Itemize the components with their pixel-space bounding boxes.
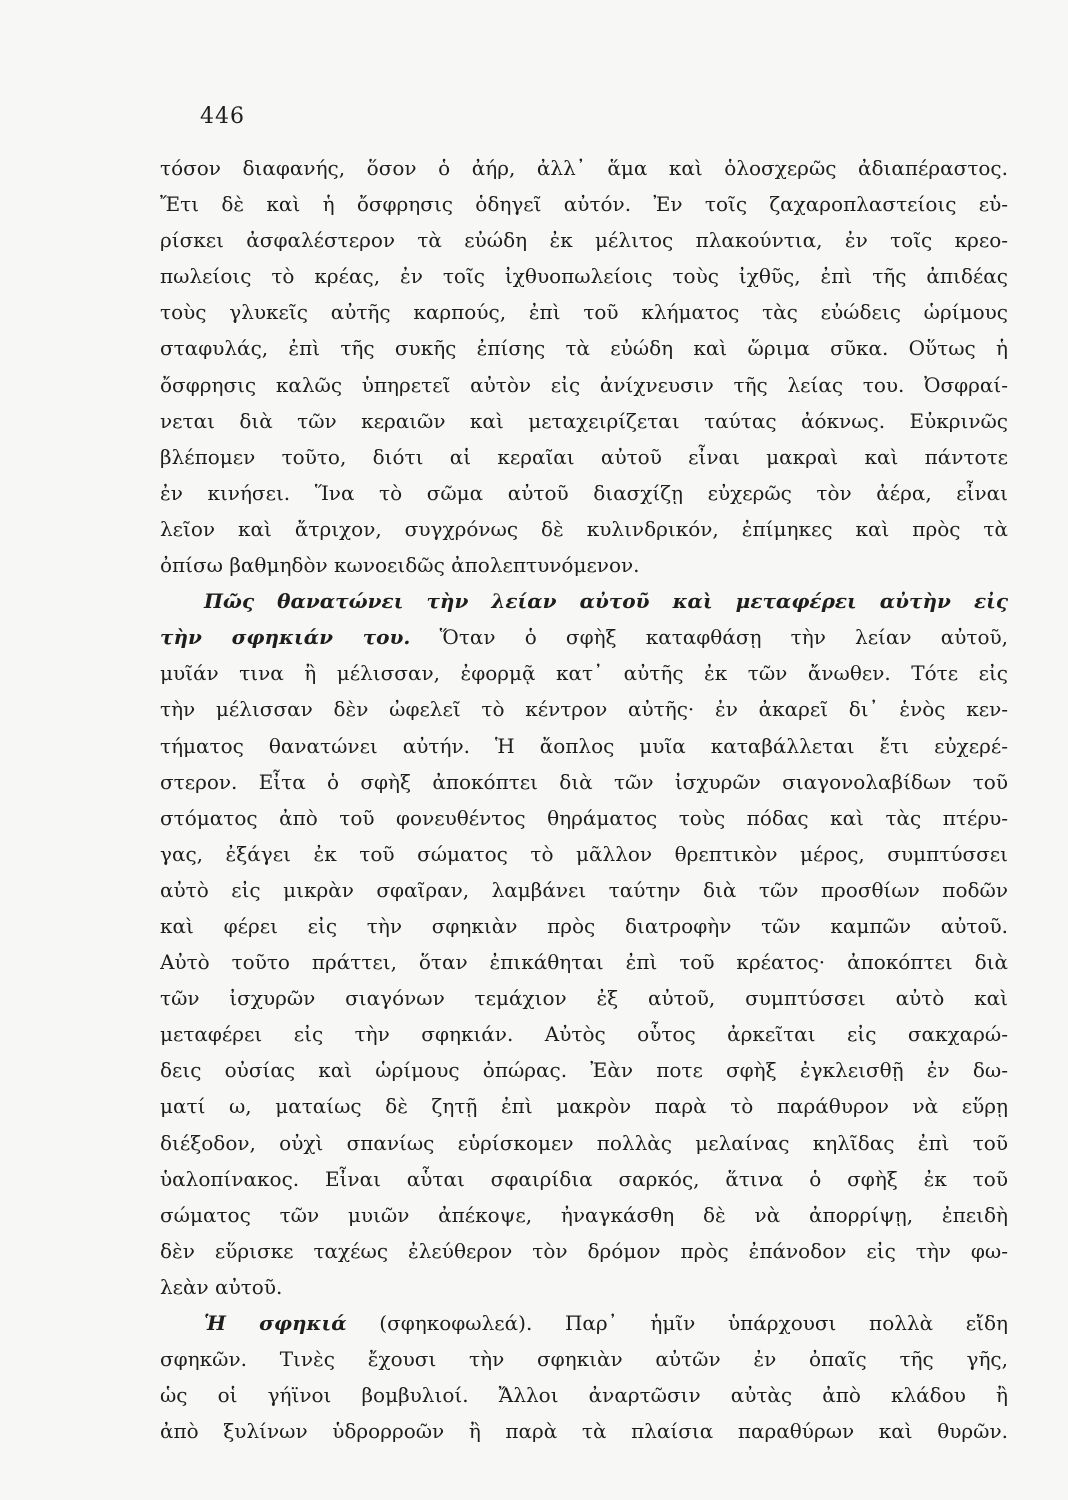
- text-line: τήματος θανατώνει αὐτήν. Ἡ ἄοπλος μυῖα καταβάλλεται ἔτι εὐχερέ-: [160, 733, 1008, 758]
- text-line: μυῖάν τινα ἢ μέλισσαν, ἐφορμᾷ κατ᾿ αὐτῆς ἐκ τῶν ἄνωθεν. Τότε εἰς: [160, 661, 1008, 686]
- text-line: ὀπίσω βαθμηδὸν κωνοειδῶς ἀπολεπτυνόμενον.: [160, 553, 640, 578]
- text-line: ὄσφρησις καλῶς ὑπηρετεῖ αὐτὸν εἰς ἀνίχνευσιν τῆς λείας του. Ὀσφραί-: [160, 372, 1008, 397]
- text-line: τῶν ἰσχυρῶν σιαγόνων τεμάχιον ἐξ αὐτοῦ, συμπτύσσει αὐτὸ καὶ: [160, 986, 1008, 1011]
- text-line: καὶ φέρει εἰς τὴν σφηκιὰν πρὸς διατροφὴν τῶν καμπῶν αὐτοῦ.: [160, 913, 1008, 938]
- section-heading: Ἡ σφηκιά: [204, 1311, 347, 1335]
- paragraph-3: [160, 1305, 1008, 1449]
- text-line: [160, 583, 1008, 619]
- text-line: ἀπὸ ξυλίνων ὑδρορροῶν ἢ παρὰ τὰ πλαίσια παραθύρων καὶ θυρῶν.: [160, 1419, 1008, 1444]
- text-run: (σφηκοφωλεά). Παρ᾿ ἡμῖν ὑπάρχουσι πολλὰ εἴδη: [379, 1311, 1008, 1335]
- text-line: ὡς οἱ γήϊνοι βομβυλιοί. Ἄλλοι ἀναρτῶσιν αὐτὰς ἀπὸ κλάδου ἢ: [160, 1383, 1008, 1408]
- text-line: βλέπομεν τοῦτο, διότι αἱ κεραῖαι αὐτοῦ εἶναι μακραὶ καὶ πάντοτε: [160, 444, 1008, 469]
- text-line: ματί ω, ματαίως δὲ ζητῇ ἐπὶ μακρὸν παρὰ τὸ παράθυρον νὰ εὕρῃ: [160, 1094, 1008, 1119]
- text-line: ὑαλοπίνακος. Εἶναι αὗται σφαιρίδια σαρκός, ἅτινα ὁ σφὴξ ἐκ τοῦ: [160, 1166, 1008, 1191]
- text-line: τόσον διαφανής, ὅσον ὁ ἀήρ, ἀλλ᾿ ἅμα καὶ ὁλοσχερῶς ἀδιαπέραστος.: [160, 156, 1008, 180]
- text-line: ρίσκει ἀσφαλέστερον τὰ εὐώδη ἐκ μέλιτος πλακούντια, ἐν τοῖς κρεο-: [160, 228, 1008, 253]
- text-line: σταφυλάς, ἐπὶ τῆς συκῆς ἐπίσης τὰ εὐώδη καὶ ὥριμα σῦκα. Οὕτως ἡ: [160, 336, 1008, 361]
- text-line: αὐτὸ εἰς μικρὰν σφαῖραν, λαμβάνει ταύτην διὰ τῶν προσθίων ποδῶν: [160, 877, 1008, 902]
- text-line: λεῖον καὶ ἄτριχον, συγχρόνως δὲ κυλινδρικόν, ἐπίμηκες καὶ πρὸς τὰ: [160, 516, 1008, 541]
- page-number: 446: [200, 104, 245, 129]
- text-line: Αὐτὸ τοῦτο πράττει, ὅταν ἐπικάθηται ἐπὶ τοῦ κρέατος· ἀποκόπτει διὰ: [160, 950, 1008, 975]
- text-line: λεὰν αὐτοῦ.: [160, 1274, 283, 1299]
- section-heading: τὴν σφηκιάν του.: [160, 625, 411, 650]
- text-line: πωλείοις τὸ κρέας, ἐν τοῖς ἰχθυοπωλείοις τοὺς ἰχθῦς, ἐπὶ τῆς ἀπιδέας: [160, 264, 1008, 289]
- text-line: τοὺς γλυκεῖς αὐτῆς καρπούς, ἐπὶ τοῦ κλήματος τὰς εὐώδεις ὡρίμους: [160, 300, 1008, 325]
- text-line: δεις οὐσίας καὶ ὡρίμους ὀπώρας. Ἐὰν ποτε σφὴξ ἐγκλεισθῇ ἐν δω-: [160, 1058, 1008, 1083]
- text-line: σώματος τῶν μυιῶν ἀπέκοψε, ἠναγκάσθη δὲ νὰ ἀπορρίψῃ, ἐπειδὴ: [160, 1202, 1008, 1227]
- text-line: μεταφέρει εἰς τὴν σφηκιάν. Αὐτὸς οὗτος ἀρκεῖται εἰς σακχαρώ-: [160, 1022, 1008, 1047]
- text-line: γας, ἐξάγει ἐκ τοῦ σώματος τὸ μᾶλλον θρεπτικὸν μέρος, συμπτύσσει: [160, 841, 1008, 866]
- text-line: δὲν εὕρισκε ταχέως ἐλεύθερον τὸν δρόμον πρὸς ἐπάνοδον εἰς τὴν φω-: [160, 1238, 1008, 1263]
- section-heading: Πῶς θανατώνει τὴν λείαν αὐτοῦ καὶ μεταφέρει αὐτὴν εἰς: [204, 589, 1008, 614]
- text-line: στόματος ἀπὸ τοῦ φονευθέντος θηράματος τοὺς πόδας καὶ τὰς πτέρυ-: [160, 805, 1008, 830]
- text-line: [160, 619, 1008, 655]
- text-line: νεται διὰ τῶν κεραιῶν καὶ μεταχειρίζεται ταύτας ἀόκνως. Εὐκρινῶς: [160, 408, 1008, 433]
- text-line: τὴν μέλισσαν δὲν ὠφελεῖ τὸ κέντρον αὐτῆς· ἐν ἀκαρεῖ δι᾿ ἑνὸς κεν-: [160, 697, 1008, 722]
- paragraph-1: [160, 150, 1008, 583]
- text-line: [160, 1305, 1008, 1341]
- paragraph-2: [160, 583, 1008, 1305]
- text-line: σφηκῶν. Τινὲς ἔχουσι τὴν σφηκιὰν αὐτῶν ἐν ὀπαῖς τῆς γῆς,: [160, 1347, 1008, 1372]
- text-line: διέξοδον, οὐχὶ σπανίως εὑρίσκομεν πολλὰς μελαίνας κηλῖδας ἐπὶ τοῦ: [160, 1130, 1008, 1155]
- text-line: ἐν κινήσει. Ἵνα τὸ σῶμα αὐτοῦ διασχίζῃ εὐχερῶς τὸν ἀέρα, εἶναι: [160, 480, 1008, 505]
- text-line: στερον. Εἶτα ὁ σφὴξ ἀποκόπτει διὰ τῶν ἰσχυρῶν σιαγονολαβίδων τοῦ: [160, 769, 1008, 794]
- text-line: Ἔτι δὲ καὶ ἡ ὄσφρησις ὁδηγεῖ αὐτόν. Ἐν τοῖς ζαχαροπλαστείοις εὑ-: [160, 192, 1008, 217]
- text-run: Ὅταν ὁ σφὴξ καταφθάσῃ τὴν λείαν αὐτοῦ,: [439, 625, 1008, 650]
- body-text: [160, 150, 1008, 1449]
